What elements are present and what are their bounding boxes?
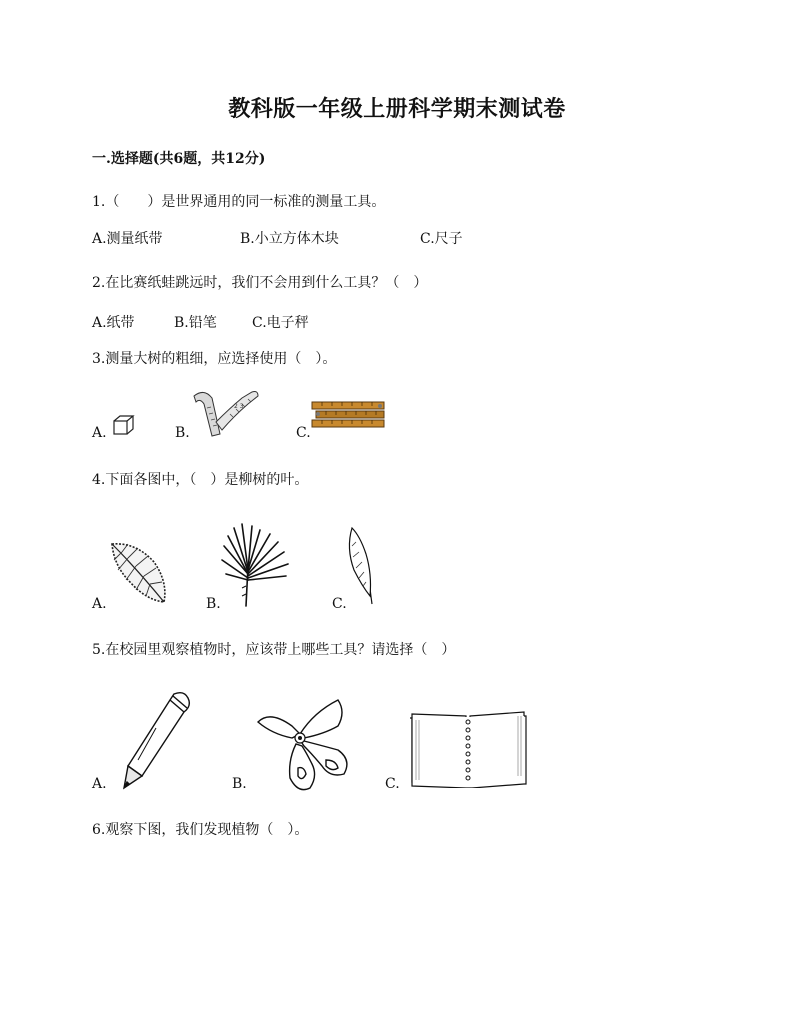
question-4-option-a: A.: [92, 596, 107, 612]
serrated-leaf-image: [106, 538, 170, 606]
question-6-text: 6.观察下图，我们发现植物（ ）。: [92, 822, 309, 838]
question-5-text: 5.在校园里观察植物时，应该带上哪些工具？请选择（ ）: [92, 642, 456, 658]
pencil-image: [118, 688, 198, 792]
cube-icon: [112, 414, 136, 436]
question-2-text: 2.在比赛纸蛙跳远时，我们不会用到什么工具？（ ）: [92, 275, 428, 291]
section-heading: 一.选择题(共6题，共12分): [92, 151, 266, 167]
question-1-option-b: B.小立方体木块: [240, 231, 339, 247]
question-1-option-c: C.尺子: [420, 231, 463, 247]
question-3-option-a: A.: [92, 425, 107, 441]
tape-measure-image: [190, 386, 262, 438]
pine-branch-image: [220, 522, 296, 608]
question-2-option-c: C.电子秤: [252, 315, 309, 331]
question-4-option-b: B.: [206, 596, 221, 612]
question-1-text: 1.（ ）是世界通用的同一标准的测量工具。: [92, 194, 386, 210]
question-3-option-c: C.: [296, 425, 311, 441]
question-3-text: 3.测量大树的粗细，应选择使用（ ）。: [92, 351, 337, 367]
question-5-option-a: A.: [92, 776, 107, 792]
page-title: 教科版一年级上册科学期末测试卷: [228, 96, 566, 122]
question-3-option-b: B.: [175, 425, 190, 441]
willow-leaf-image: [342, 524, 378, 608]
notebook-image: [408, 708, 530, 788]
folding-ruler-image: [310, 396, 388, 436]
question-2-option-a: A.纸带: [92, 315, 135, 331]
svg-text:2 3: 2 3: [234, 403, 244, 410]
question-2-option-b: B.铅笔: [174, 315, 217, 331]
scissors-image: [252, 690, 356, 794]
question-1-option-a: A.测量纸带: [92, 231, 163, 247]
question-4-option-c: C.: [332, 596, 347, 612]
question-4-text: 4.下面各图中，（ ）是柳树的叶。: [92, 472, 309, 488]
question-5-option-b: B.: [232, 776, 247, 792]
question-5-option-c: C.: [385, 776, 400, 792]
